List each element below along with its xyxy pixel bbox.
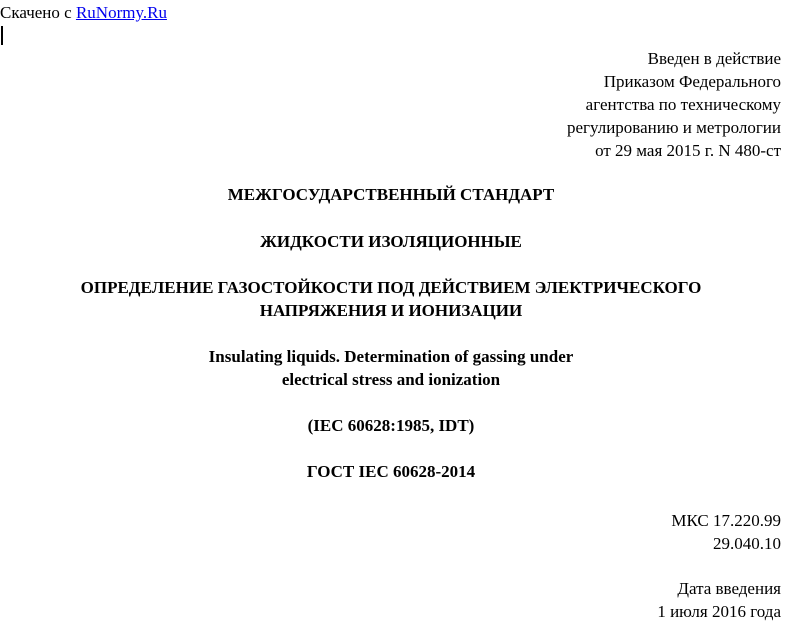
approval-block	[567, 47, 781, 162]
document-title	[0, 276, 782, 322]
mks-line: МКС 17.220.99	[671, 511, 781, 530]
english-title-line: Insulating liquids. Determination of gassing under	[208, 347, 574, 366]
subject-heading	[0, 230, 782, 253]
approval-line: агентства по техническому	[585, 95, 781, 114]
iec-reference-text: (IEC 60628:1985, IDT)	[307, 416, 475, 435]
standard-code	[0, 460, 782, 483]
source-prefix: Скачено с	[0, 3, 76, 22]
intro-date-label: Дата введения	[677, 579, 781, 598]
english-title-line: electrical stress and ionization	[281, 370, 501, 389]
standard-type-heading	[0, 183, 782, 206]
mks-classifiers	[671, 509, 781, 555]
runormy-link[interactable]: RuNormy.Ru	[75, 3, 167, 22]
source-line	[0, 3, 167, 23]
mks-line: 29.040.10	[713, 534, 781, 553]
title-line: НАПРЯЖЕНИЯ И ИОНИЗАЦИИ	[259, 301, 523, 320]
standard-code-text: ГОСТ IEC 60628-2014	[306, 462, 476, 481]
intro-date-value: 1 июля 2016 года	[657, 602, 781, 621]
approval-line: Введен в действие	[647, 49, 781, 68]
standard-type: МЕЖГОСУДАРСТВЕННЫЙ СТАНДАРТ	[227, 185, 555, 204]
iec-reference	[0, 414, 782, 437]
approval-line: от 29 мая 2015 г. N 480-ст	[595, 141, 781, 160]
text-cursor	[1, 26, 3, 45]
title-line: ОПРЕДЕЛЕНИЕ ГАЗОСТОЙКОСТИ ПОД ДЕЙСТВИЕМ ЭЛЕКТРИЧЕСКОГО	[80, 278, 702, 297]
approval-line: регулированию и метрологии	[566, 118, 781, 137]
introduction-date	[657, 577, 781, 623]
subject: ЖИДКОСТИ ИЗОЛЯЦИОННЫЕ	[260, 232, 522, 251]
approval-line: Приказом Федерального	[603, 72, 781, 91]
english-title	[0, 345, 782, 391]
